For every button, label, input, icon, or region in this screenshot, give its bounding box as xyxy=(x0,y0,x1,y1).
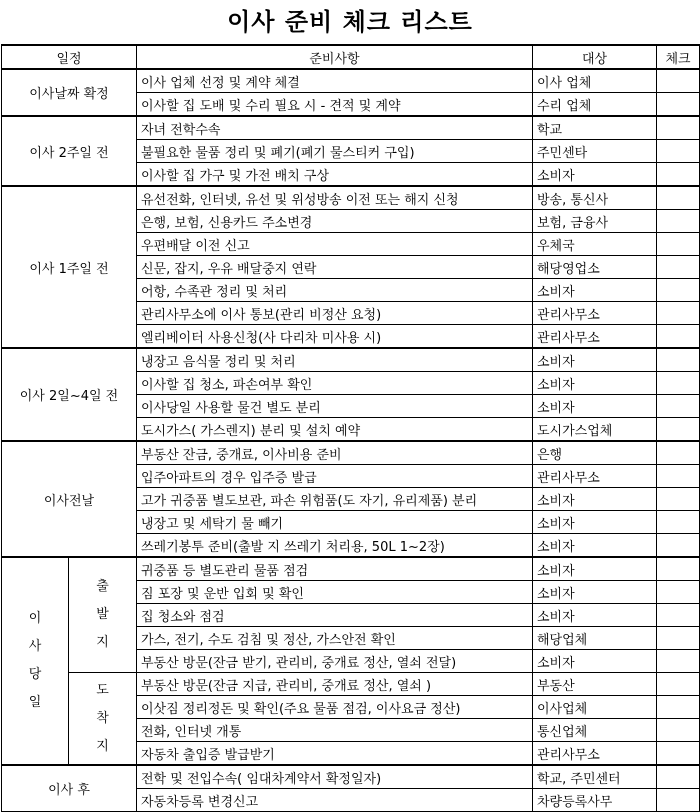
label-char: 출 xyxy=(96,579,109,594)
check-cell[interactable] xyxy=(657,742,700,766)
check-cell[interactable] xyxy=(657,441,700,465)
target-cell: 학교 xyxy=(533,116,657,140)
table-row xyxy=(2,116,700,140)
target-cell: 소비자 xyxy=(533,488,657,511)
check-cell[interactable] xyxy=(657,302,700,325)
checklist-body xyxy=(2,69,700,812)
checklist-table xyxy=(1,44,700,812)
check-cell[interactable] xyxy=(657,233,700,256)
target-cell: 소비자 xyxy=(533,581,657,604)
task-cell: 쓰레기봉투 준비(출발 지 쓰레기 처리용, 50L 1~2장) xyxy=(137,534,533,558)
header-target: 대상 xyxy=(533,45,657,69)
target-cell: 소비자 xyxy=(533,163,657,187)
table-row xyxy=(2,441,700,465)
target-cell: 소비자 xyxy=(533,279,657,302)
target-cell: 소비자 xyxy=(533,372,657,395)
task-cell: 신문, 잡지, 우유 배달중지 연락 xyxy=(137,256,533,279)
check-cell[interactable] xyxy=(657,650,700,673)
task-cell: 집 청소와 점검 xyxy=(137,604,533,627)
check-cell[interactable] xyxy=(657,604,700,627)
target-cell: 주민센타 xyxy=(533,140,657,163)
task-cell: 부동산 방문(잔금 지급, 관리비, 중개료 정산, 열쇠 ) xyxy=(137,673,533,696)
check-cell[interactable] xyxy=(657,325,700,349)
table-row xyxy=(2,557,700,581)
check-cell[interactable] xyxy=(657,116,700,140)
check-cell[interactable] xyxy=(657,627,700,650)
table-row xyxy=(2,673,700,696)
target-cell: 은행 xyxy=(533,441,657,465)
check-cell[interactable] xyxy=(657,789,700,812)
target-cell: 우체국 xyxy=(533,233,657,256)
target-cell: 학교, 주민센터 xyxy=(533,765,657,789)
task-cell: 이사할 집 가구 및 가전 배치 구상 xyxy=(137,163,533,187)
target-cell: 관리사무소 xyxy=(533,325,657,349)
check-cell[interactable] xyxy=(657,673,700,696)
schedule-cell: 이사 1주일 전 xyxy=(2,186,137,348)
task-cell: 유선전화, 인터넷, 유선 및 위성방송 이전 또는 해지 신청 xyxy=(137,186,533,210)
check-cell[interactable] xyxy=(657,696,700,719)
target-cell: 통신업체 xyxy=(533,719,657,742)
label-char: 일 xyxy=(28,695,42,710)
target-cell: 관리사무소 xyxy=(533,742,657,766)
task-cell: 이사 업체 선정 및 계약 체결 xyxy=(137,69,533,93)
target-cell: 이사업체 xyxy=(533,696,657,719)
target-cell: 소비자 xyxy=(533,348,657,372)
check-cell[interactable] xyxy=(657,348,700,372)
label-char: 이 xyxy=(28,611,42,626)
target-cell: 이사 업체 xyxy=(533,69,657,93)
task-cell: 엘리베이터 사용신청(사 다리차 미사용 시) xyxy=(137,325,533,349)
task-cell: 전학 및 전입수속( 임대차계약서 확정일자) xyxy=(137,765,533,789)
target-cell: 관리사무소 xyxy=(533,302,657,325)
check-cell[interactable] xyxy=(657,465,700,488)
task-cell: 불필요한 물품 정리 및 폐기(폐기 물스티커 구입) xyxy=(137,140,533,163)
target-cell: 차량등록사무 xyxy=(533,789,657,812)
check-cell[interactable] xyxy=(657,395,700,418)
task-cell: 전화, 인터넷 개통 xyxy=(137,719,533,742)
task-cell: 냉장고 음식물 정리 및 처리 xyxy=(137,348,533,372)
check-cell[interactable] xyxy=(657,69,700,93)
task-cell: 귀중품 등 별도관리 물품 점검 xyxy=(137,557,533,581)
check-cell[interactable] xyxy=(657,581,700,604)
task-cell: 냉장고 및 세탁기 물 빼기 xyxy=(137,511,533,534)
label-char: 지 xyxy=(96,635,109,650)
task-cell: 이사할 집 도배 및 수리 필요 시 - 견적 및 계약 xyxy=(137,93,533,117)
check-cell[interactable] xyxy=(657,765,700,789)
sub-schedule-arrival xyxy=(69,673,137,766)
target-cell: 소비자 xyxy=(533,557,657,581)
schedule-cell: 이사날짜 확정 xyxy=(2,69,137,116)
task-cell: 은행, 보험, 신용카드 주소변경 xyxy=(137,210,533,233)
target-cell: 부동산 xyxy=(533,673,657,696)
header-date: 일정 xyxy=(2,45,137,69)
task-cell: 자녀 전학수속 xyxy=(137,116,533,140)
target-cell: 소비자 xyxy=(533,650,657,673)
target-cell: 소비자 xyxy=(533,395,657,418)
header-check: 체크 xyxy=(657,45,700,69)
label-char: 지 xyxy=(96,738,109,754)
task-cell: 도시가스( 가스렌지) 분리 및 설치 예약 xyxy=(137,418,533,442)
task-cell: 입주아파트의 경우 입주증 발급 xyxy=(137,465,533,488)
task-cell: 어항, 수족관 정리 및 처리 xyxy=(137,279,533,302)
check-cell[interactable] xyxy=(657,140,700,163)
task-cell: 이사당일 사용할 물건 별도 분리 xyxy=(137,395,533,418)
sub-schedule-departure xyxy=(69,557,137,673)
task-cell: 이삿짐 정리정돈 및 확인(주요 물품 점검, 이사요금 정산) xyxy=(137,696,533,719)
target-cell: 관리사무소 xyxy=(533,465,657,488)
page-title: 이사 준비 체크 리스트 xyxy=(227,8,473,36)
task-cell: 부동산 잔금, 중개료, 이사비용 준비 xyxy=(137,441,533,465)
task-cell: 부동산 방문(잔금 받기, 관리비, 중개료 정산, 열쇠 전달) xyxy=(137,650,533,673)
check-cell[interactable] xyxy=(657,418,700,442)
check-cell[interactable] xyxy=(657,719,700,742)
task-cell: 관리사무소에 이사 통보(관리 비정산 요청) xyxy=(137,302,533,325)
check-cell[interactable] xyxy=(657,93,700,117)
schedule-cell: 이사 2주일 전 xyxy=(2,116,137,186)
target-cell: 방송, 통신사 xyxy=(533,186,657,210)
table-row xyxy=(2,69,700,93)
schedule-cell: 이사 후 xyxy=(2,765,137,812)
label-char: 당 xyxy=(28,667,42,682)
label-char: 착 xyxy=(96,710,109,726)
check-cell[interactable] xyxy=(657,488,700,511)
target-cell: 수리 업체 xyxy=(533,93,657,117)
schedule-cell: 이사 2일~4일 전 xyxy=(2,348,137,441)
target-cell: 도시가스업체 xyxy=(533,418,657,442)
label-char: 도 xyxy=(96,682,109,698)
task-cell: 가스, 전기, 수도 검침 및 정산, 가스안전 확인 xyxy=(137,627,533,650)
target-cell: 해당영업소 xyxy=(533,256,657,279)
header-row xyxy=(2,45,700,69)
header-task: 준비사항 xyxy=(137,45,533,69)
target-cell: 소비자 xyxy=(533,511,657,534)
target-cell: 해당업체 xyxy=(533,627,657,650)
task-cell: 고가 귀중품 별도보관, 파손 위험품(도 자기, 유리제품) 분리 xyxy=(137,488,533,511)
target-cell: 보험, 금융사 xyxy=(533,210,657,233)
task-cell: 자동차등록 변경신고 xyxy=(137,789,533,812)
task-cell: 짐 포장 및 운반 입회 및 확인 xyxy=(137,581,533,604)
check-cell[interactable] xyxy=(657,279,700,302)
table-row xyxy=(2,765,700,789)
check-cell[interactable] xyxy=(657,557,700,581)
task-cell: 우편배달 이전 신고 xyxy=(137,233,533,256)
check-cell[interactable] xyxy=(657,372,700,395)
schedule-cell-moving-day xyxy=(2,557,69,765)
table-row xyxy=(2,348,700,372)
target-cell: 소비자 xyxy=(533,604,657,627)
check-cell[interactable] xyxy=(657,186,700,210)
task-cell: 이사할 집 청소, 파손여부 확인 xyxy=(137,372,533,395)
task-cell: 자동차 출입증 발급받기 xyxy=(137,742,533,766)
schedule-cell: 이사전날 xyxy=(2,441,137,557)
check-cell[interactable] xyxy=(657,256,700,279)
check-cell[interactable] xyxy=(657,163,700,187)
label-char: 발 xyxy=(96,607,109,622)
check-cell[interactable] xyxy=(657,534,700,558)
label-char: 사 xyxy=(28,639,42,654)
check-cell[interactable] xyxy=(657,511,700,534)
check-cell[interactable] xyxy=(657,210,700,233)
target-cell: 소비자 xyxy=(533,534,657,558)
table-row xyxy=(2,186,700,210)
